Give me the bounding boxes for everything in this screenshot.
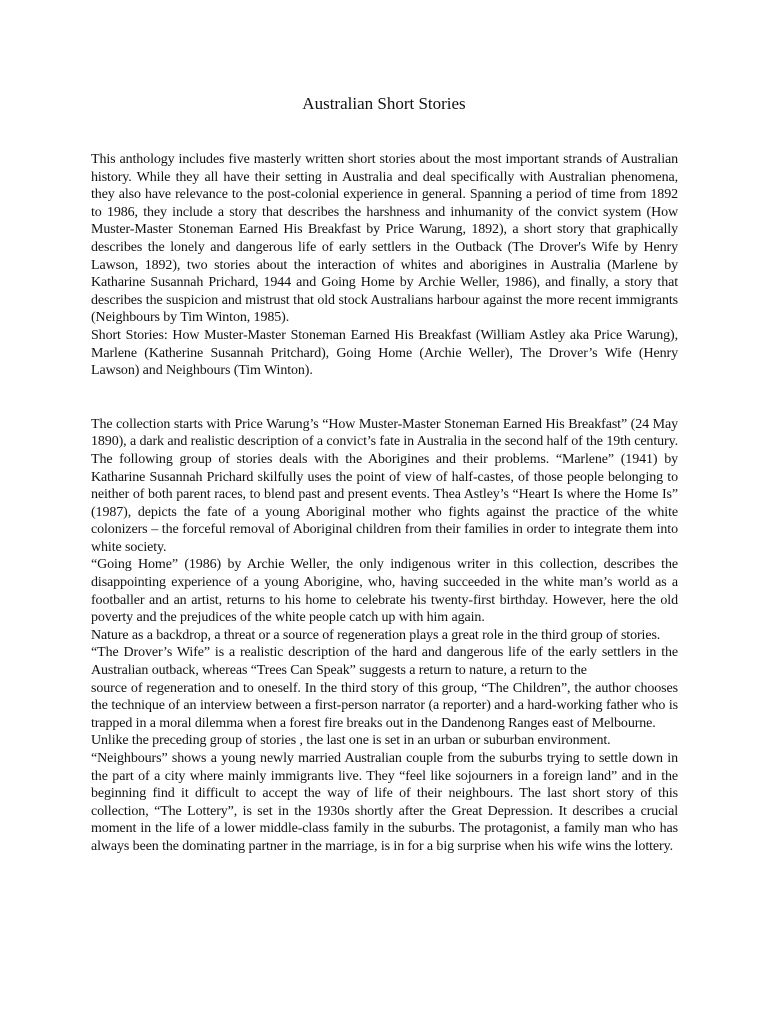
paragraph-regeneration: source of regeneration and to oneself. In the third story of this group, “The Children”, the author chooses the technique of an interview between a first-person narrator (a reporter) and a hard-working father who is trapped in a moral dilemma when a forest fire breaks out in the Dandenong Ranges east of Melbourne. xyxy=(91,680,678,731)
paragraph-intro: This anthology includes five masterly written short stories about the most important strands of Australian history. While they all have their setting in Australia and deal specifically with Australian phenomena, they also have relevance to the post-colonial experience in general. Spanning a period of time from 1892 to 1986, they include a story that describes the harshness and inhumanity of the convict system (How Muster-Master Stoneman Earned His Breakfast by Price Warung, 1892), a short story that graphically describes the lonely and dangerous life of early settlers in the Outback (The Drover's Wife by Henry Lawson, 1892), two stories about the interaction of whites and aborigines in Australia (Marlene by Katharine Susannah Prichard, 1944 and Going Home by Archie Weller, 1986), and finally, a story that describes the suspicion and mistrust that old stock Australians harbour against the more recent immigrants (Neighbours by Tim Winton, 1985). xyxy=(91,152,678,326)
document-title: Australian Short Stories xyxy=(302,94,466,113)
paragraph-going-home: “Going Home” (1986) by Archie Weller, the only indigenous writer in this collection, describes the disappointing experience of a young Aborigine, who, having succeeded in the white man’s world as a footballer and an artist, returns to his home to celebrate his twenty-first birthday. However, here the old poverty and the prejudices of the white people catch up with him again. xyxy=(91,557,678,626)
paragraph-collection-start: The collection starts with Price Warung’s “How Muster-Master Stoneman Earned His Breakfast” (24 May 1890), a dark and realistic description of a convict’s fate in Australia in the second half of the 19th century. xyxy=(91,416,678,450)
paragraph-urban: Unlike the preceding group of stories , the last one is set in an urban or suburban environment. xyxy=(91,733,611,749)
paragraph-nature: Nature as a backdrop, a threat or a source of regeneration plays a great role in the third group of stories. xyxy=(91,627,661,643)
paragraph-aborigines: The following group of stories deals with the Aborigines and their problems. “Marlene” (1941) by Katharine Susannah Prichard skilfully uses the point of view of half-castes, of those people belonging to neither of both parent races, to blend past and present events. Thea Astley’s “Heart Is where the Home Is” (1987), depicts the fate of a young Aboriginal mother who fights against the practice of the white colonizers – the forceful removal of Aboriginal children from their families in order to integrate them into white society. xyxy=(91,451,678,555)
paragraph-short-stories: Short Stories: How Muster-Master Stoneman Earned His Breakfast (William Astley aka Price Warung), Marlene (Katherine Susannah Pritchard), Going Home (Archie Weller), The Drover’s Wife (Henry Lawson) and Neighbours (Tim Winton). xyxy=(91,327,678,379)
document-body xyxy=(91,151,678,856)
paragraph-drovers-wife: “The Drover’s Wife” is a realistic description of the hard and dangerous life of the early settlers in the Australian outback, whereas “Trees Can Speak” suggests a return to nature, a return to the xyxy=(91,645,678,679)
paragraph-gap xyxy=(91,380,678,416)
paragraph-neighbours: “Neighbours” shows a young newly married Australian couple from the suburbs trying to settle down in the part of a city where mainly immigrants live. They “feel like sojourners in a foreign land” and in the beginning find it difficult to accept the way of life of their neighbours. The last short story of this collection, “The Lottery”, is set in the 1930s shortly after the Great Depression. It describes a crucial moment in the life of a lower middle-class family in the suburbs. The protagonist, a family man who has always been the dominating partner in the marriage, is in for a big surprise when his wife wins the lottery. xyxy=(91,751,678,854)
